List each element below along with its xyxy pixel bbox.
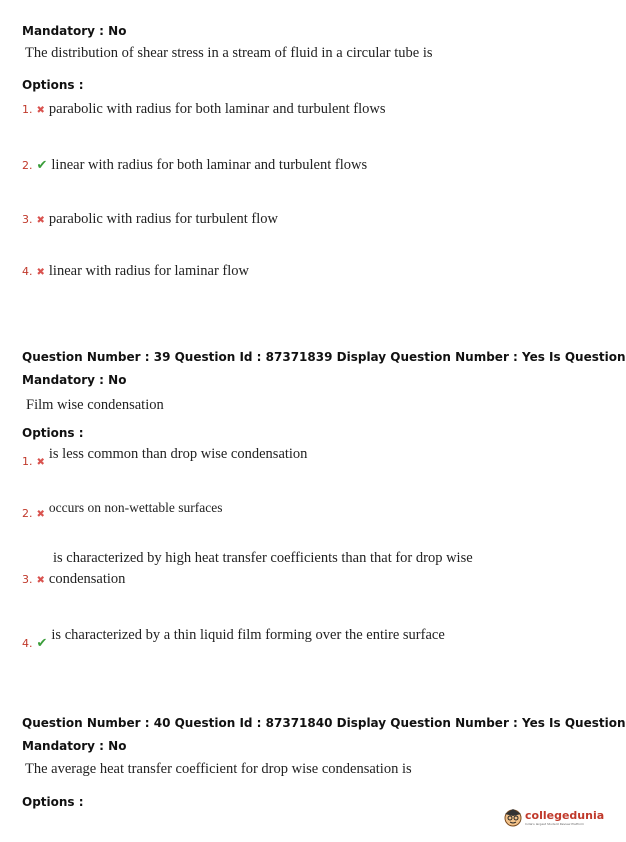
option-text: is less common than drop wise condensation <box>48 446 308 462</box>
option-item[interactable] <box>22 550 582 588</box>
cross-icon: ✖ <box>36 267 45 278</box>
check-icon: ✔ <box>36 158 48 173</box>
option-text: parabolic with radius for both laminar and turbulent flows <box>48 101 386 117</box>
question-text: The average heat transfer coefficient for drop wise condensation is <box>25 761 412 777</box>
option-number: 1. <box>22 103 33 116</box>
option-number: 2. <box>22 159 33 172</box>
check-icon: ✔ <box>36 636 48 651</box>
cross-icon: ✖ <box>36 575 45 586</box>
option-text: linear with radius for laminar flow <box>48 263 250 279</box>
option-text: linear with radius for both laminar and turbulent flows <box>51 157 368 173</box>
option-number: 4. <box>22 637 33 650</box>
option-item[interactable] <box>22 445 308 468</box>
cross-icon: ✖ <box>36 105 45 116</box>
mandatory-label: Mandatory : No <box>22 373 127 387</box>
options-label: Options : <box>22 78 84 92</box>
option-text-continued: condensation <box>48 571 126 587</box>
option-number: 2. <box>22 507 33 520</box>
option-item[interactable] <box>22 262 249 280</box>
option-number: 3. <box>22 573 33 586</box>
options-label: Options : <box>22 426 84 440</box>
mandatory-label: Mandatory : No <box>22 24 127 38</box>
cross-icon: ✖ <box>36 509 45 520</box>
logo-name: collegedunia <box>525 808 605 822</box>
cross-icon: ✖ <box>36 457 45 468</box>
option-number: 1. <box>22 455 33 468</box>
options-label: Options : <box>22 795 84 809</box>
option-text: parabolic with radius for turbulent flow <box>48 211 279 227</box>
option-number: 4. <box>22 265 33 278</box>
option-item[interactable] <box>22 210 278 228</box>
option-number: 3. <box>22 213 33 226</box>
mandatory-label: Mandatory : No <box>22 739 127 753</box>
cross-icon: ✖ <box>36 215 45 226</box>
option-text: occurs on non-wettable surfaces <box>48 500 223 515</box>
mascot-icon <box>503 806 523 828</box>
collegedunia-logo <box>503 806 604 828</box>
question-header: Question Number : 40 Question Id : 87371840 Display Question Number : Yes Is Question <box>22 716 626 730</box>
option-item[interactable] <box>22 100 386 118</box>
question-header: Question Number : 39 Question Id : 87371839 Display Question Number : Yes Is Question <box>22 350 626 364</box>
option-text: is characterized by high heat transfer coefficients than that for drop wise <box>53 550 473 566</box>
option-item[interactable] <box>22 156 367 174</box>
logo-tagline: India's largest Student Review Platform <box>525 821 585 826</box>
option-item[interactable] <box>22 499 223 520</box>
option-item[interactable] <box>22 626 445 651</box>
option-text: is characterized by a thin liquid film forming over the entire surface <box>51 627 445 643</box>
question-text: The distribution of shear stress in a stream of fluid in a circular tube is <box>25 45 433 61</box>
question-text: Film wise condensation <box>26 397 164 413</box>
